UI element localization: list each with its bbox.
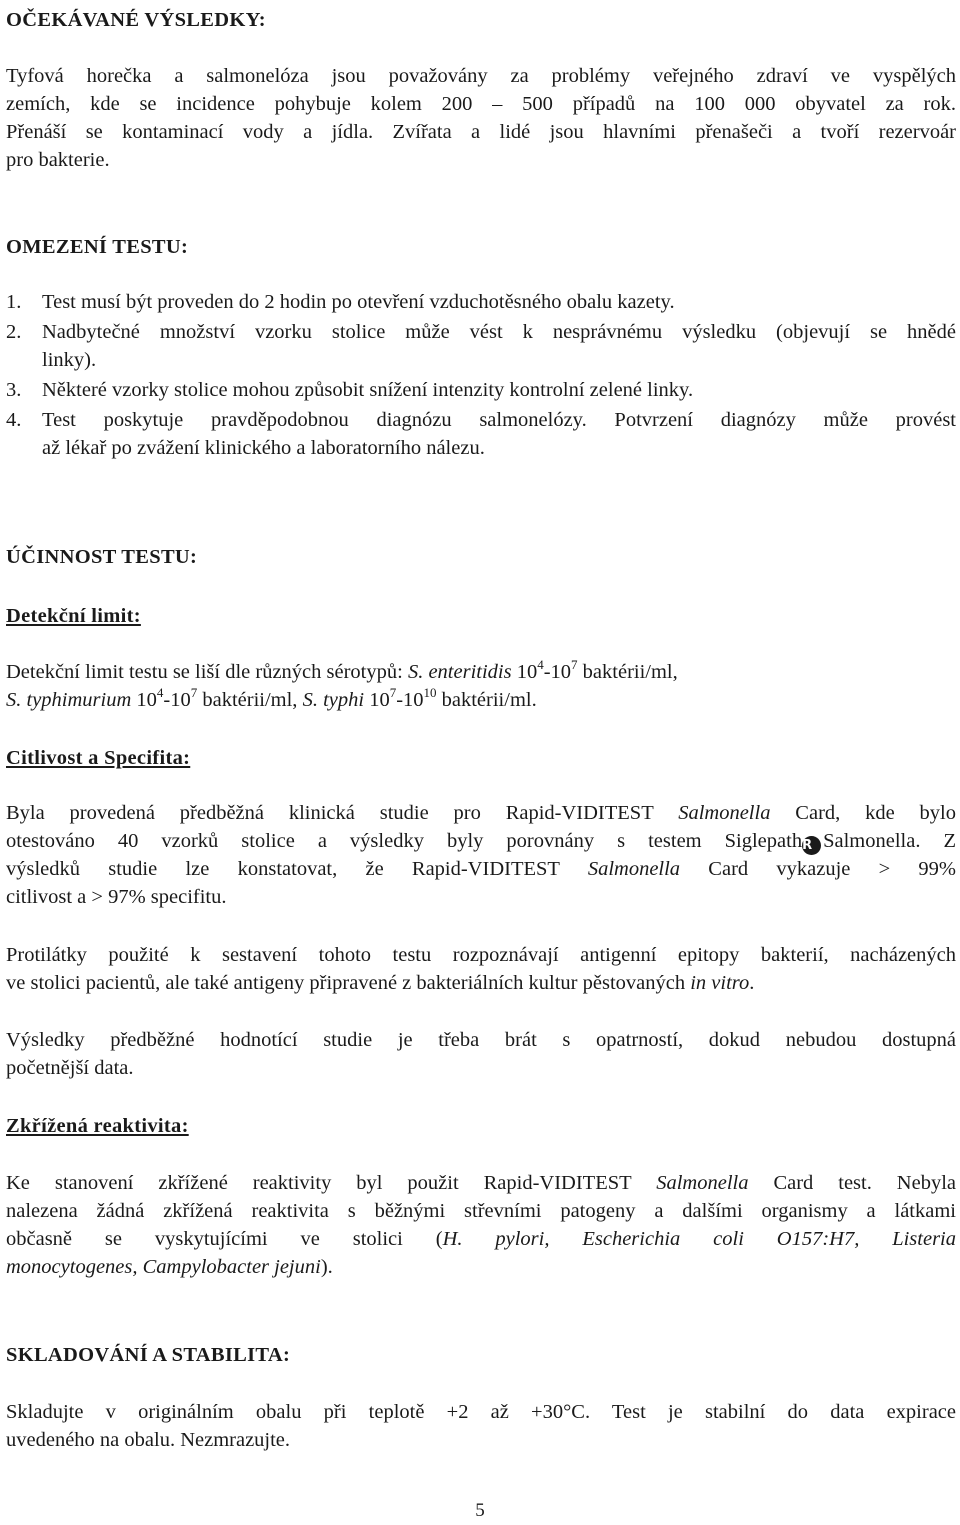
text-line: monocytogenes, Campylobacter jejuni).	[6, 1256, 333, 1278]
text-line: Test musí být proveden do 2 hodin po otevření vzduchotěsného obalu kazety.	[42, 291, 675, 313]
text-line: občasně se vyskytujícími ve stolici (H. pylori, Escherichia coli O157:H7, Listeria	[6, 1228, 957, 1250]
list-number: 3.	[6, 379, 22, 401]
text-line: Byla provedená předběžná klinická studie pro Rapid-VIDITEST Salmonella Card, kde bylo	[6, 802, 956, 824]
text-line: Přenáší se kontaminací vody a jídla. Zvířata a lidé jsou hlavními přenašeči a tvoří rezervoár	[6, 121, 956, 143]
list-number: 2.	[6, 321, 22, 343]
sensitivity-heading: Citlivost a Specifita:	[6, 747, 191, 769]
text-line: Test poskytuje pravděpodobnou diagnózu salmonelózy. Potvrzení diagnózy může provést	[42, 409, 956, 431]
limitations-heading: OMEZENÍ TESTU:	[6, 236, 189, 258]
registered-icon: R	[802, 836, 821, 855]
text-line: výsledků studie lze konstatovat, že Rapid-VIDITEST Salmonella Card vykazuje > 99%	[6, 858, 956, 880]
text-line: Nadbytečné množství vzorku stolice může vést k nesprávnému výsledku (objevují se hnědé	[42, 321, 956, 343]
page-number: 5	[475, 1500, 485, 1521]
cross-reactivity-paragraph	[6, 1169, 956, 1281]
list-number: 4.	[6, 409, 22, 431]
text-line: zemích, kde se incidence pohybuje kolem 200 – 500 případů na 100 000 obyvatel za rok.	[6, 93, 956, 115]
text-line: pro bakterie.	[6, 149, 110, 171]
text-line: ve stolici pacientů, ale také antigeny připravené z bakteriálních kultur pěstovaných in vitro.	[6, 972, 755, 994]
storage-heading: SKLADOVÁNÍ A STABILITA:	[6, 1344, 291, 1366]
text-line: nalezena žádná zkřížená reaktivita s běžnými střevními patogeny a dalšími organismy a látkami	[6, 1200, 956, 1222]
text-line: Ke stanovení zkřížené reaktivity byl použit Rapid-VIDITEST Salmonella Card test. Nebyla	[6, 1172, 956, 1194]
text-line: linky).	[42, 349, 97, 371]
cross-reactivity-heading: Zkřížená reaktivita:	[6, 1115, 189, 1137]
text-line: Výsledky předběžné hodnotící studie je třeba brát s opatrností, dokud nebudou dostupná	[6, 1029, 956, 1051]
text-line: Skladujte v originálním obalu při teplotě +2 až +30°C. Test je stabilní do data expirace	[6, 1401, 956, 1423]
list-item	[6, 406, 956, 462]
limitations-list	[6, 288, 956, 462]
list-item	[6, 318, 956, 374]
list-item	[6, 376, 956, 404]
text-line: Tyfová horečka a salmonelóza jsou považovány za problémy veřejného zdraví ve vyspělých	[6, 65, 956, 87]
expected-results-paragraph	[6, 62, 956, 174]
text-line: Detekční limit testu se liší dle různých sérotypů: S. enteritidis $10^4-10^7$ baktérii/ml,	[6, 657, 678, 683]
text-line: až lékař po zvážení klinického a laboratorního nálezu.	[42, 437, 485, 459]
list-item	[6, 288, 956, 316]
text-line: početnější data.	[6, 1057, 134, 1079]
performance-heading: ÚČINNOST TESTU:	[6, 546, 198, 568]
expected-results-heading: OČEKÁVANÉ VÝSLEDKY:	[6, 9, 266, 31]
list-number: 1.	[6, 291, 22, 313]
detection-limit-heading: Detekční limit:	[6, 605, 141, 627]
text-line: citlivost a > 97% specifitu.	[6, 886, 227, 908]
text-line: Některé vzorky stolice mohou způsobit snížení intenzity kontrolní zelené linky.	[42, 379, 694, 401]
sensitivity-paragraph-3	[6, 1026, 956, 1082]
detection-limit-paragraph	[6, 658, 956, 714]
storage-paragraph	[6, 1398, 956, 1454]
text-line: uvedeného na obalu. Nezmrazujte.	[6, 1429, 291, 1451]
text-line: otestováno 40 vzorků stolice a výsledky byly porovnány s testem SiglepathR Salmonella. Z	[6, 830, 956, 853]
text-line: Protilátky použité k sestavení tohoto testu rozpoznávají antigenní epitopy bakterií, nacházených	[6, 944, 956, 966]
sensitivity-paragraph-1	[6, 799, 956, 911]
sensitivity-paragraph-2	[6, 941, 956, 997]
text-line: S. typhimurium $10^4-10^7$ baktérii/ml, S. typhi $10^7-10^{10}$ baktérii/ml.	[6, 685, 537, 711]
